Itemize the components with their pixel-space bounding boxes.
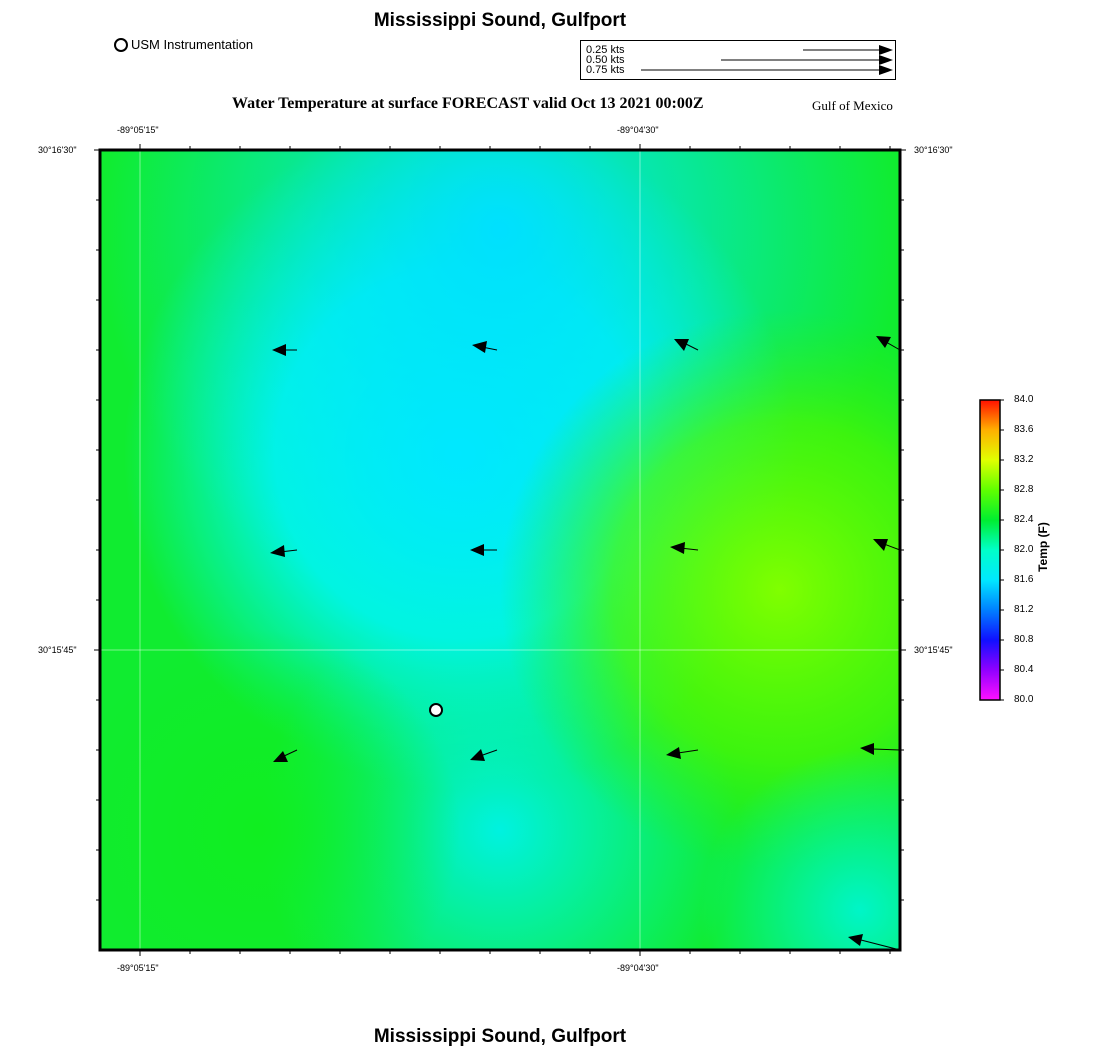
region-label: Gulf of Mexico: [812, 98, 893, 113]
scale-arrow-icon: [641, 65, 893, 75]
colorbar-tick: 82.4: [1014, 514, 1034, 525]
lon-label-bottom-right: -89°04'30": [617, 963, 659, 973]
colorbar-title: Temp (F): [1036, 522, 1050, 572]
colorbar-tick: 80.0: [1014, 694, 1034, 705]
colorbar-tick: 82.8: [1014, 484, 1034, 495]
colorbar-tick: 83.6: [1014, 424, 1034, 435]
map-subtitle: Water Temperature at surface FORECAST valid Oct 13 2021 00:00Z: [232, 95, 704, 112]
usm-instrument-marker[interactable]: [430, 704, 442, 716]
lon-label-top-left: -89°05'15": [117, 125, 159, 135]
footer-title: Mississippi Sound, Gulfport: [373, 1026, 627, 1047]
colorbar-tick: 81.2: [1014, 604, 1034, 615]
instrument-legend-label: USM Instrumentation: [131, 37, 254, 52]
scale-arrow-icon: [803, 45, 893, 55]
scale-label-3: 0.75 kts: [586, 64, 625, 76]
lat-label-right-top: 30°16'30": [914, 145, 953, 155]
page-title: Mississippi Sound, Gulfport: [373, 10, 627, 31]
lon-label-bottom-left: -89°05'15": [117, 963, 159, 973]
colorbar-tick: 83.2: [1014, 454, 1034, 465]
temperature-field: [100, 150, 900, 950]
vector-scale-legend: [580, 40, 896, 80]
colorbar-tick: 80.8: [1014, 634, 1034, 645]
scale-label-1: 0.25 kts: [586, 44, 625, 56]
temperature-map: [90, 140, 912, 962]
scale-arrow-icon: [721, 55, 893, 65]
colorbar-tick: 82.0: [1014, 544, 1034, 555]
lon-label-top-right: -89°04'30": [617, 125, 659, 135]
lat-label-right-mid: 30°15'45": [914, 645, 953, 655]
scale-arrows: [581, 41, 895, 79]
lat-label-left-mid: 30°15'45": [38, 645, 77, 655]
colorbar-tick: 81.6: [1014, 574, 1034, 585]
scale-label-2: 0.50 kts: [586, 54, 625, 66]
colorbar-tick: 80.4: [1014, 664, 1034, 675]
colorbar-tick: 84.0: [1014, 394, 1034, 405]
instrument-legend: [114, 37, 253, 52]
temperature-colorbar: [974, 394, 1004, 708]
circle-marker-icon: [114, 38, 128, 52]
lat-label-left-top: 30°16'30": [38, 145, 77, 155]
